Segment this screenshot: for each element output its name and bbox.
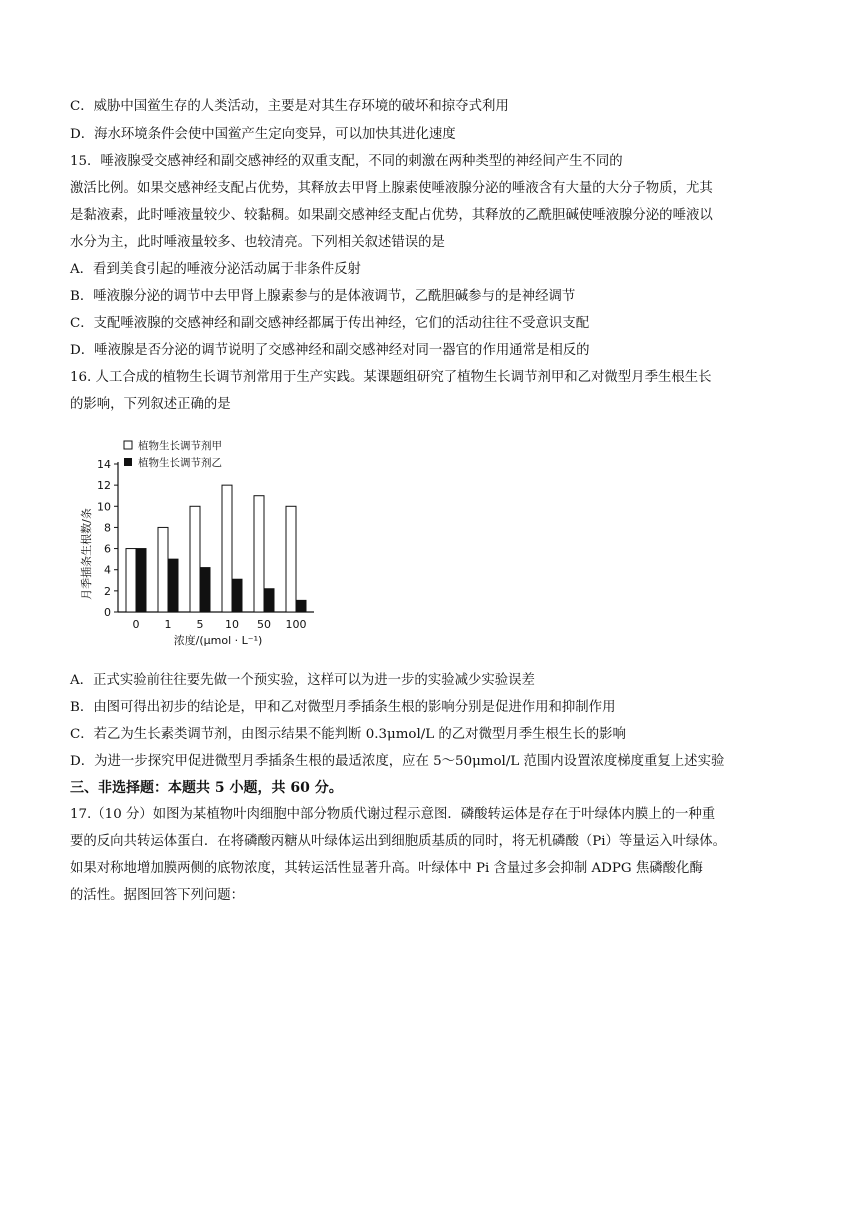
question-16-stem: 16. 人工合成的植物生长调节剂常用于生产实践。某课题组研究了植物生长调节剂甲和乙对微型月季生根生长 [70,370,712,385]
question-17-stem: 要的反向共转运体蛋白．在将磷酸丙糖从叶绿体运出到细胞质基质的同时，将无机磷酸（Pi）等量运入叶绿体。 [70,834,727,849]
question-16-option-c: C．若乙为生长素类调节剂，由图示结果不能判断 0.3μmol/L 的乙对微型月季生根生长的影响 [70,727,626,742]
question-c14-option: C．威胁中国鲎生存的人类活动，主要是对其生存环境的破坏和掠夺式利用 [70,99,509,114]
question-16-option-a: A．正式实验前往往要先做一个预实验，这样可以为进一步的实验减少实验误差 [70,673,535,688]
y-tick-label: 8 [104,521,111,535]
question-17-stem: 如果对称地增加膜两侧的底物浓度，其转运活性显著升高。叶绿体中 Pi 含量过多会抑制 ADPG 焦磷酸化酶 [70,861,703,876]
question-15-option-b: B．唾液腺分泌的调节中去甲肾上腺素参与的是体液调节，乙酰胆碱参与的是神经调节 [70,289,576,304]
question-15-option-d: D．唾液腺是否分泌的调节说明了交感神经和副交感神经对同一器官的作用通常是相反的 [70,343,590,358]
question-d14-option: D．海水环境条件会使中国鲎产生定向变异，可以加快其进化速度 [70,127,456,142]
question-16-option-b: B．由图可得出初步的结论是，甲和乙对微型月季插条生根的影响分别是促进作用和抑制作用 [70,700,616,715]
x-ticks [133,618,307,631]
bar-chart [68,436,328,656]
bar-series-a [286,506,296,612]
legend-label-a: 植物生长调节剂甲 [138,440,222,452]
question-15-stem: 15．唾液腺受交感神经和副交感神经的双重支配，不同的刺激在两种类型的神经间产生不同的 [70,154,623,169]
y-tick-label: 14 [97,458,111,471]
legend-swatch-a [124,441,132,449]
y-tick-label: 4 [104,563,111,577]
question-15-stem: 激活比例。如果交感神经支配占优势，其释放去甲肾上腺素使唾液腺分泌的唾液含有大量的大分子物质，尤其 [70,181,713,196]
y-tick-label: 0 [104,606,111,619]
bar-series-b [296,600,306,612]
x-tick-label: 10 [225,618,239,631]
bar-series-b [232,579,242,612]
y-axis-label [79,508,93,600]
bars [126,485,306,612]
bar-series-b [200,568,210,612]
section-heading: 三、非选择题：本题共 5 小题，共 60 分。 [70,780,343,796]
y-tick-label: 12 [97,479,111,493]
x-axis-label: 浓度/(μmol · L⁻¹) [173,634,263,647]
x-tick-label: 0 [132,618,140,631]
bar-series-a [158,527,168,612]
question-16-stem: 的影响，下列叙述正确的是 [70,397,231,412]
question-15-stem: 是黏液素，此时唾液量较少、较黏稠。如果副交感神经支配占优势，其释放的乙酰胆碱使唾液腺分泌的唾液以 [70,208,713,223]
bar-series-a [126,549,136,612]
y-ticks [97,458,118,619]
bar-series-b [168,559,178,612]
y-axis-label-text: 月季插条生根数/条 [80,508,93,600]
y-tick-label: 2 [104,584,111,598]
bar-series-a [254,496,264,612]
bar-series-b [136,549,146,612]
question-15-option-c: C．支配唾液腺的交感神经和副交感神经都属于传出神经，它们的活动往往不受意识支配 [70,316,590,331]
axes [118,462,314,612]
x-tick-label: 100 [285,618,307,631]
y-tick-label: 6 [104,542,111,556]
question-17-stem: 的活性。据图回答下列问题： [70,888,245,903]
legend-label-b: 植物生长调节剂乙 [138,457,222,469]
question-15-option-a: A．看到美食引起的唾液分泌活动属于非条件反射 [70,262,361,277]
question-15-stem: 水分为主，此时唾液量较多、也较清亮。下列相关叙述错误的是 [70,235,445,250]
y-tick-label: 10 [97,500,111,514]
x-tick-label: 50 [257,618,271,631]
bar-series-b [264,589,274,612]
legend [124,439,222,469]
legend-swatch-b [124,458,132,466]
bar-series-a [222,485,232,612]
question-16-option-d: D．为进一步探究甲促进微型月季插条生根的最适浓度，应在 5～50μmol/L 范围内设置浓度梯度重复上述实验 [70,754,725,769]
question-17-stem: 17.（10 分）如图为某植物叶肉细胞中部分物质代谢过程示意图．磷酸转运体是存在于叶绿体内膜上的一种重 [70,807,716,822]
x-tick-label: 5 [196,618,204,631]
x-tick-label: 1 [164,618,172,631]
bar-series-a [190,506,200,612]
